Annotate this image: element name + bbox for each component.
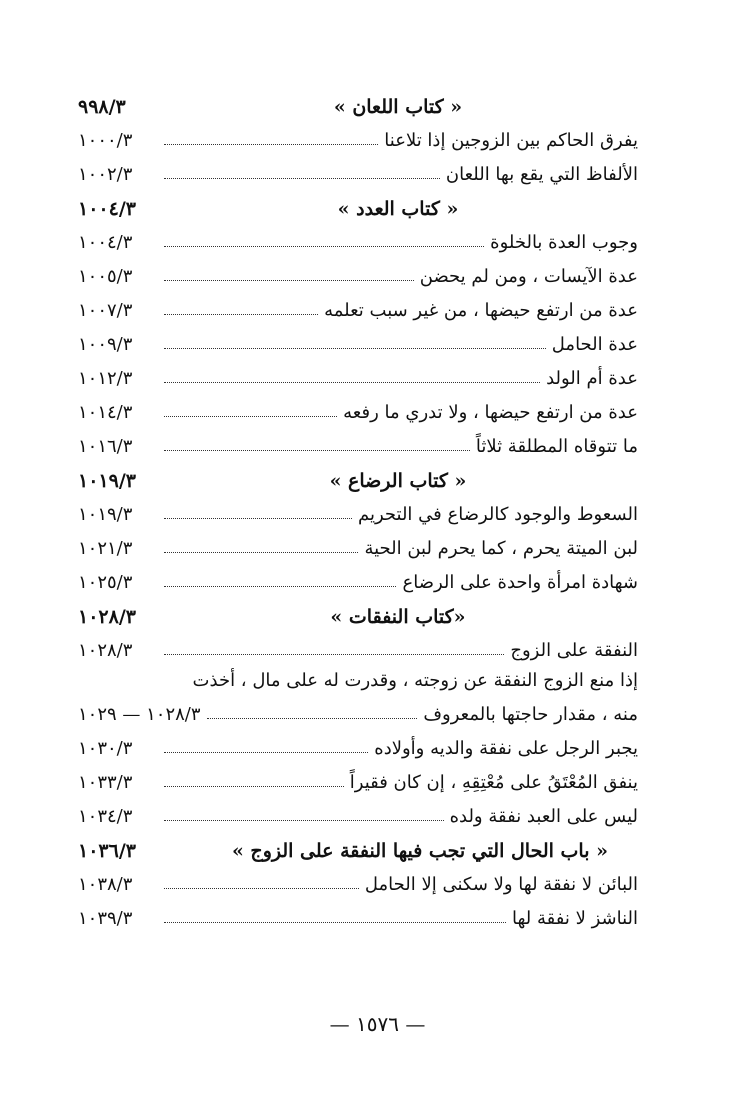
toc-entry-title: السعوط والوجود كالرضاع في التحريم [357,504,638,525]
toc-entry [78,254,638,288]
dot-leader [207,718,418,719]
page-number: — ١٥٧٦ — [329,1012,426,1036]
toc-entry [78,560,638,594]
toc-page-number: ١٠٣٨/٣ [78,874,133,895]
toc-entry-title: يفرق الحاكم بين الزوجين إذا تلاعنا [384,130,638,151]
toc-heading [78,186,638,220]
toc-entry-title: النفقة على الزوج [510,640,638,661]
toc-heading-title: « كتاب العدد » [337,198,459,220]
toc-entry-title: الناشز لا نفقة لها [512,908,638,929]
toc-entry-title: عدة من ارتفع حيضها ، ولا تدري ما رفعه [343,402,638,423]
toc-entry [78,726,638,760]
toc-entry-title: البائن لا نفقة لها ولا سكنى إلا الحامل [364,874,638,895]
dot-leader [164,888,359,889]
toc-heading [78,594,638,628]
toc-entry [78,492,638,526]
toc-entry [78,692,638,726]
toc-page-number: ١٠١٩/٣ [78,470,136,492]
toc-page-number: ١٠١٢/٣ [78,368,133,389]
toc-entry-title: يجبر الرجل على نفقة والديه وأولاده [374,738,638,759]
toc-page-number: ١٠٠٧/٣ [78,300,133,321]
dot-leader [164,314,318,315]
dot-leader [164,348,546,349]
dot-leader [164,178,440,179]
dot-leader [164,752,368,753]
toc-entry [78,896,638,930]
toc-entry [78,220,638,254]
dot-leader [164,450,470,451]
toc-heading [78,458,638,492]
toc-page-number: ١٠٢٨/٣ — ١٠٢٩ [78,704,201,725]
toc-entry-title: ليس على العبد نفقة ولده [449,806,638,827]
dot-leader [164,786,344,787]
toc-page-number: ١٠٣٠/٣ [78,738,133,759]
toc-entry [78,322,638,356]
dot-leader [164,586,396,587]
toc-entry-title: وجوب العدة بالخلوة [490,232,638,253]
toc-entry-title: الألفاظ التي يقع بها اللعان [445,164,638,185]
dot-leader [164,246,484,247]
toc-entry [78,794,638,828]
toc-page-number: ١٠٠٠/٣ [78,130,133,151]
toc-page-number: ١٠٣٣/٣ [78,772,133,793]
toc-entry [78,760,638,794]
toc-page-number: ٩٩٨/٣ [78,96,126,118]
toc-page-number: ١٠١٦/٣ [78,436,133,457]
toc-entry-title: عدة من ارتفع حيضها ، من غير سبب تعلمه [324,300,638,321]
toc-entry-title: ما تتوقاه المطلقة ثلاثاً [475,436,638,457]
dot-leader [164,144,378,145]
toc-heading-title: « باب الحال التي تجب فيها النفقة على الزوج » [231,840,608,862]
toc-entry-title: عدة الآيسات ، ومن لم يحضن [419,266,638,287]
toc-page-number: ١٠٠٤/٣ [78,198,136,220]
toc-entry [78,662,638,692]
toc-page-number: ١٠٢٨/٣ [78,640,133,661]
toc-entry-title: عدة الحامل [551,334,638,355]
toc-heading-title: « كتاب اللعان » [333,96,463,118]
toc-entry [78,118,638,152]
toc-page-number: ١٠٢٨/٣ [78,606,136,628]
dot-leader [164,922,506,923]
toc-entry [78,862,638,896]
toc-entry-title: لبن الميتة يحرم ، كما يحرم لبن الحية [364,538,638,559]
toc-entry [78,526,638,560]
toc-page-number: ١٠٣٤/٣ [78,806,133,827]
toc-page-number: ١٠٣٩/٣ [78,908,133,929]
toc-page-number: ١٠٢١/٣ [78,538,133,559]
toc-entry [78,424,638,458]
toc-entry [78,288,638,322]
toc-entry [78,356,638,390]
toc-page-number: ١٠٠٩/٣ [78,334,133,355]
toc-heading-title: « كتاب الرضاع » [329,470,467,492]
dot-leader [164,416,337,417]
toc-page-number: ١٠٠٢/٣ [78,164,133,185]
table-of-contents [78,84,638,930]
toc-heading [78,828,638,862]
toc-entry [78,628,638,662]
dot-leader [164,280,414,281]
dot-leader [164,552,358,553]
toc-entry-title: منه ، مقدار حاجتها بالمعروف [423,704,638,725]
toc-page-number: ١٠١٤/٣ [78,402,133,423]
toc-page-number: ١٠٠٤/٣ [78,232,133,253]
dot-leader [164,518,352,519]
toc-entry-title: إذا منع الزوج النفقة عن زوجته ، وقدرت له على مال ، أخذت [192,670,638,691]
toc-heading-title: «كتاب النفقات » [330,606,466,628]
dot-leader [164,382,540,383]
toc-page-number: ١٠١٩/٣ [78,504,133,525]
toc-entry-title: عدة أم الولد [546,368,638,389]
toc-entry [78,390,638,424]
toc-entry [78,152,638,186]
toc-heading [78,84,638,118]
dot-leader [164,820,444,821]
toc-page-number: ١٠٠٥/٣ [78,266,133,287]
toc-entry-title: شهادة امرأة واحدة على الرضاع [402,572,638,593]
toc-page-number: ١٠٢٥/٣ [78,572,133,593]
dot-leader [164,654,504,655]
toc-page-number: ١٠٣٦/٣ [78,840,136,862]
toc-entry-title: ينفق المُعْتَقُ على مُعْتِقِهِ ، إن كان فقيراً [349,772,638,793]
